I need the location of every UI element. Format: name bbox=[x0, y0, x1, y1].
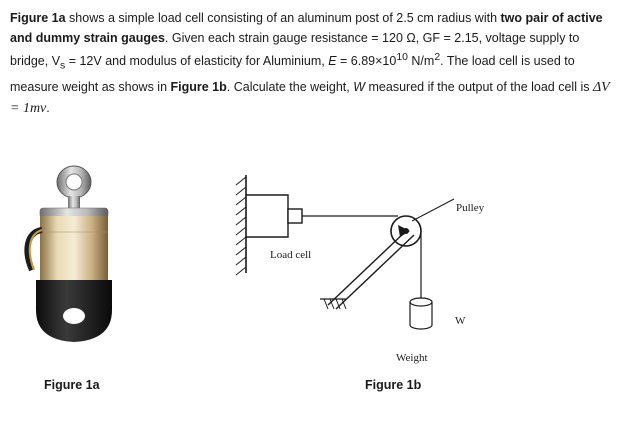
load-cell-end bbox=[288, 209, 302, 223]
load-cell-photo bbox=[18, 160, 130, 346]
problem-statement bbox=[10, 8, 616, 119]
text-span: shows a simple load cell consisting of an aluminum post of 2.5 cm radius with bbox=[65, 11, 501, 25]
figure-ref-1b: Figure 1b bbox=[170, 79, 227, 94]
text-span: = 12V and modulus of elasticity for Aluminium, bbox=[65, 54, 329, 69]
text-span: N/m bbox=[407, 54, 435, 69]
text-span: = 6.89×10 bbox=[336, 54, 397, 69]
text-span: measured if the output of the load cell is bbox=[365, 79, 593, 94]
text-span: . The load cell is used to measure weight as shows in bbox=[10, 54, 575, 94]
caption-figure-1b: Figure 1b bbox=[365, 378, 422, 392]
text-span: . Calculate the weight, bbox=[226, 79, 354, 94]
load-cell-label: Load cell bbox=[270, 249, 312, 261]
wall-hatch bbox=[236, 177, 246, 275]
pulley-leader bbox=[412, 199, 454, 221]
superscript: 10 bbox=[396, 52, 408, 63]
symbol-e: E bbox=[328, 54, 337, 69]
math-delta-v: ΔV = 1mv bbox=[10, 79, 610, 116]
ground-hatch bbox=[324, 299, 346, 309]
text-span: . bbox=[46, 100, 50, 115]
symbol-w: W bbox=[353, 79, 366, 94]
figure-ref-1a: Figure 1a bbox=[10, 11, 66, 25]
subscript: s bbox=[60, 60, 66, 72]
support-arm-b bbox=[336, 235, 414, 309]
pulley-label: Pulley bbox=[456, 202, 485, 214]
load-cell-diagram bbox=[228, 165, 528, 375]
support-arm-a bbox=[328, 231, 406, 305]
weight-label: Weight bbox=[396, 352, 428, 364]
caption-figure-1a: Figure 1a bbox=[44, 378, 100, 392]
load-cell-body bbox=[246, 195, 288, 237]
weight-top bbox=[410, 298, 432, 306]
text-bold: two pair of active and dummy strain gauges bbox=[10, 11, 603, 45]
superscript: 2 bbox=[434, 52, 441, 63]
text-span: . Given each strain gauge resistance = 120 Ω, GF = 2.15, voltage supply to bridge, V bbox=[10, 31, 580, 69]
w-label: W bbox=[455, 315, 466, 327]
